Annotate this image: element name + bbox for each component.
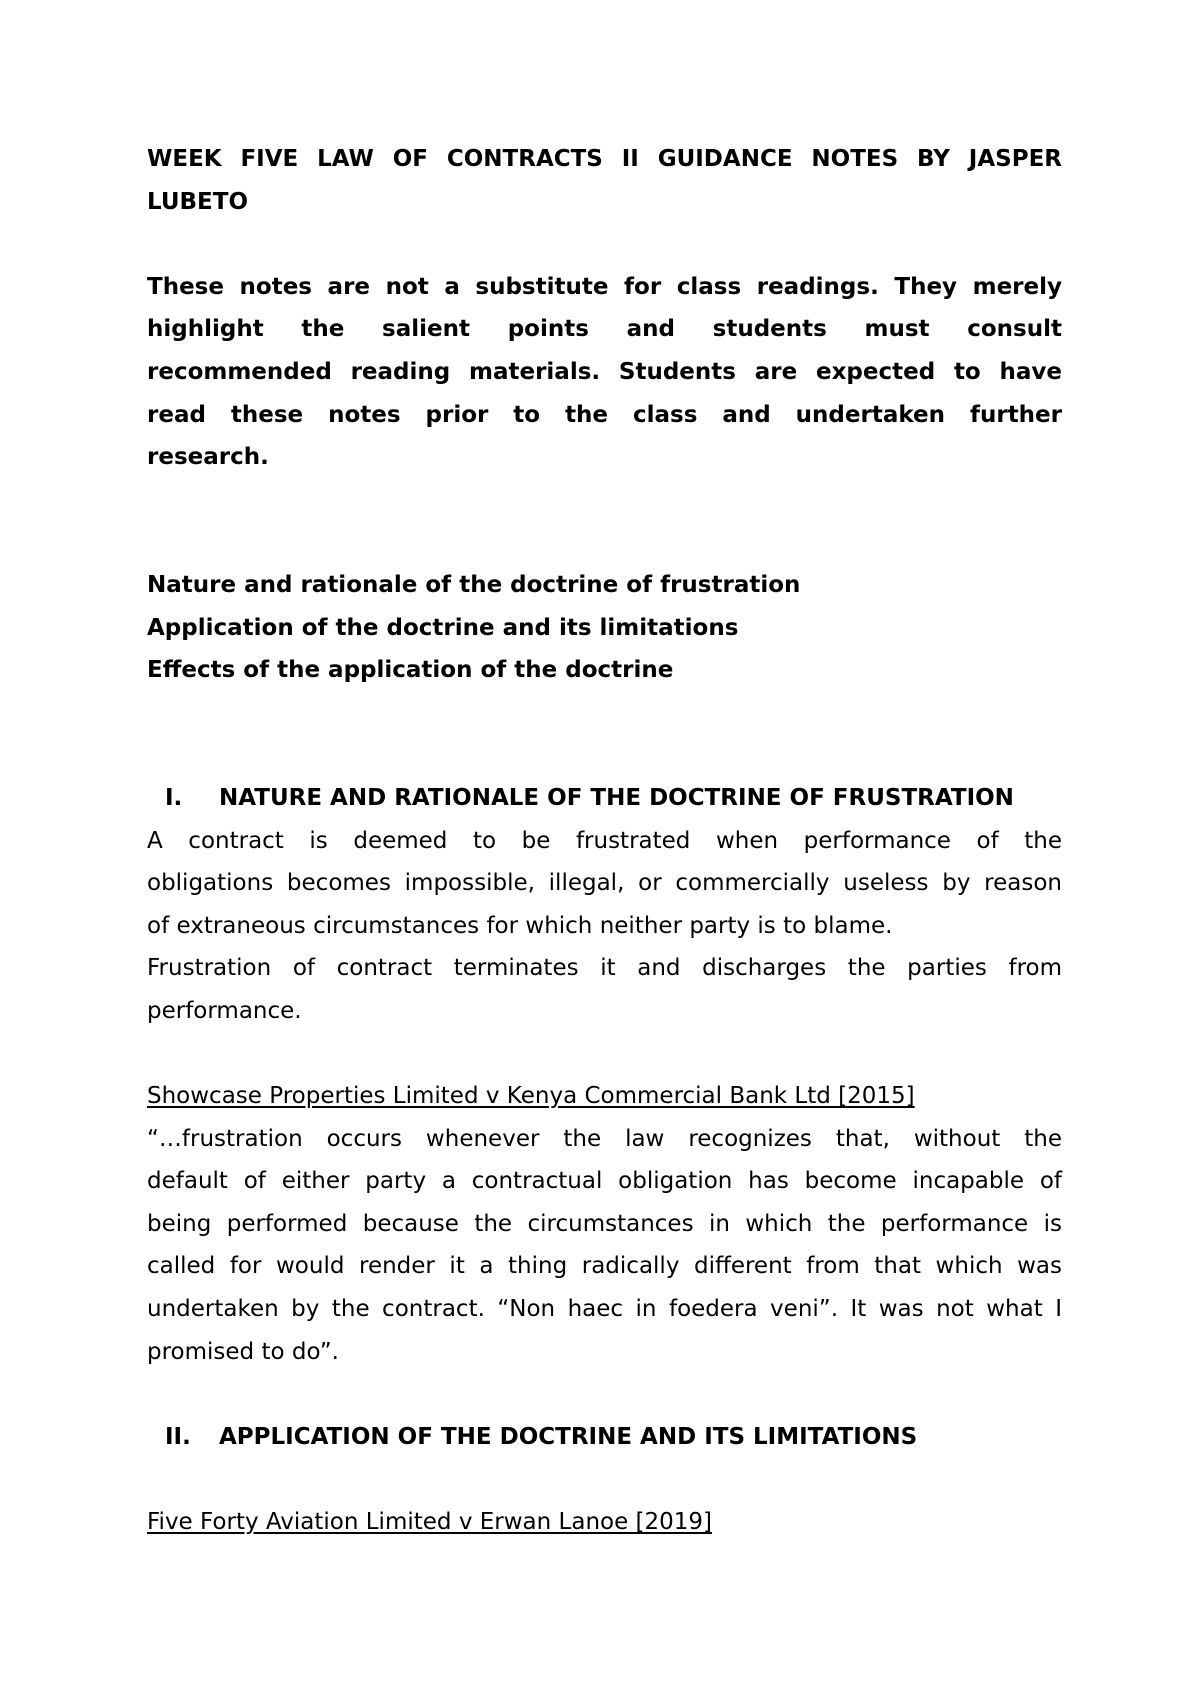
spacer — [147, 692, 1062, 735]
body-line: performance. — [147, 997, 302, 1024]
spacer — [147, 1373, 1062, 1416]
spacer — [147, 1032, 1062, 1075]
spacer — [147, 479, 1062, 522]
disclaimer-line: These notes are not a substitute for class readings. They merely — [147, 273, 1062, 300]
quote-line: promised to do”. — [147, 1338, 339, 1365]
body-line: A contract is deemed to be frustrated when performance of the — [147, 827, 1062, 854]
document-title — [147, 138, 1062, 223]
case-citation-1 — [147, 1075, 1062, 1118]
case-citation-2 — [147, 1501, 1062, 1544]
spacer — [147, 521, 1062, 564]
case-quote — [147, 1118, 1062, 1374]
section-1-paragraph-1 — [147, 820, 1062, 948]
topic-outline — [147, 564, 1062, 692]
document-page — [147, 138, 1062, 1544]
spacer — [147, 1458, 1062, 1501]
disclaimer-line: research. — [147, 444, 269, 471]
quote-line: default of either party a contractual obligation has become incapable of — [147, 1168, 1062, 1195]
section-2-number: II. — [165, 1423, 191, 1450]
outline-item: Effects of the application of the doctrine — [147, 657, 674, 684]
spacer — [147, 223, 1062, 266]
body-line: Frustration of contract terminates it and discharges the parties from — [147, 955, 1062, 982]
section-1-heading — [147, 777, 1062, 820]
section-1-title: NATURE AND RATIONALE OF THE DOCTRINE OF FRUSTRATION — [219, 784, 1014, 811]
quote-line: undertaken by the contract. “Non haec in foedera veni”. It was not what I — [147, 1296, 1062, 1323]
section-2-heading — [147, 1416, 1062, 1459]
section-1-paragraph-2 — [147, 947, 1062, 1032]
quote-line: being performed because the circumstances in which the performance is — [147, 1210, 1062, 1237]
disclaimer-line: recommended reading materials. Students are expected to have — [147, 358, 1062, 385]
section-1-number: I. — [165, 784, 183, 811]
disclaimer-line: read these notes prior to the class and undertaken further — [147, 401, 1062, 428]
body-line: of extraneous circumstances for which neither party is to blame. — [147, 912, 893, 939]
outline-item: Nature and rationale of the doctrine of frustration — [147, 571, 801, 598]
section-2-title: APPLICATION OF THE DOCTRINE AND ITS LIMITATIONS — [219, 1423, 918, 1450]
title-line-2: LUBETO — [147, 188, 248, 215]
spacer — [147, 734, 1062, 777]
case-title: Five Forty Aviation Limited v Erwan Lanoe [2019] — [147, 1509, 713, 1535]
quote-line: “…frustration occurs whenever the law recognizes that, without the — [147, 1125, 1062, 1152]
quote-line: called for would render it a thing radically different from that which was — [147, 1253, 1062, 1280]
body-line: obligations becomes impossible, illegal, or commercially useless by reason — [147, 870, 1062, 897]
case-title: Showcase Properties Limited v Kenya Commercial Bank Ltd [2015] — [147, 1083, 915, 1110]
title-line-1: WEEK FIVE LAW OF CONTRACTS II GUIDANCE NOTES BY JASPER — [147, 146, 1062, 172]
disclaimer-line: highlight the salient points and students must consult — [147, 316, 1062, 343]
outline-item: Application of the doctrine and its limitations — [147, 614, 739, 641]
disclaimer-paragraph — [147, 266, 1062, 479]
